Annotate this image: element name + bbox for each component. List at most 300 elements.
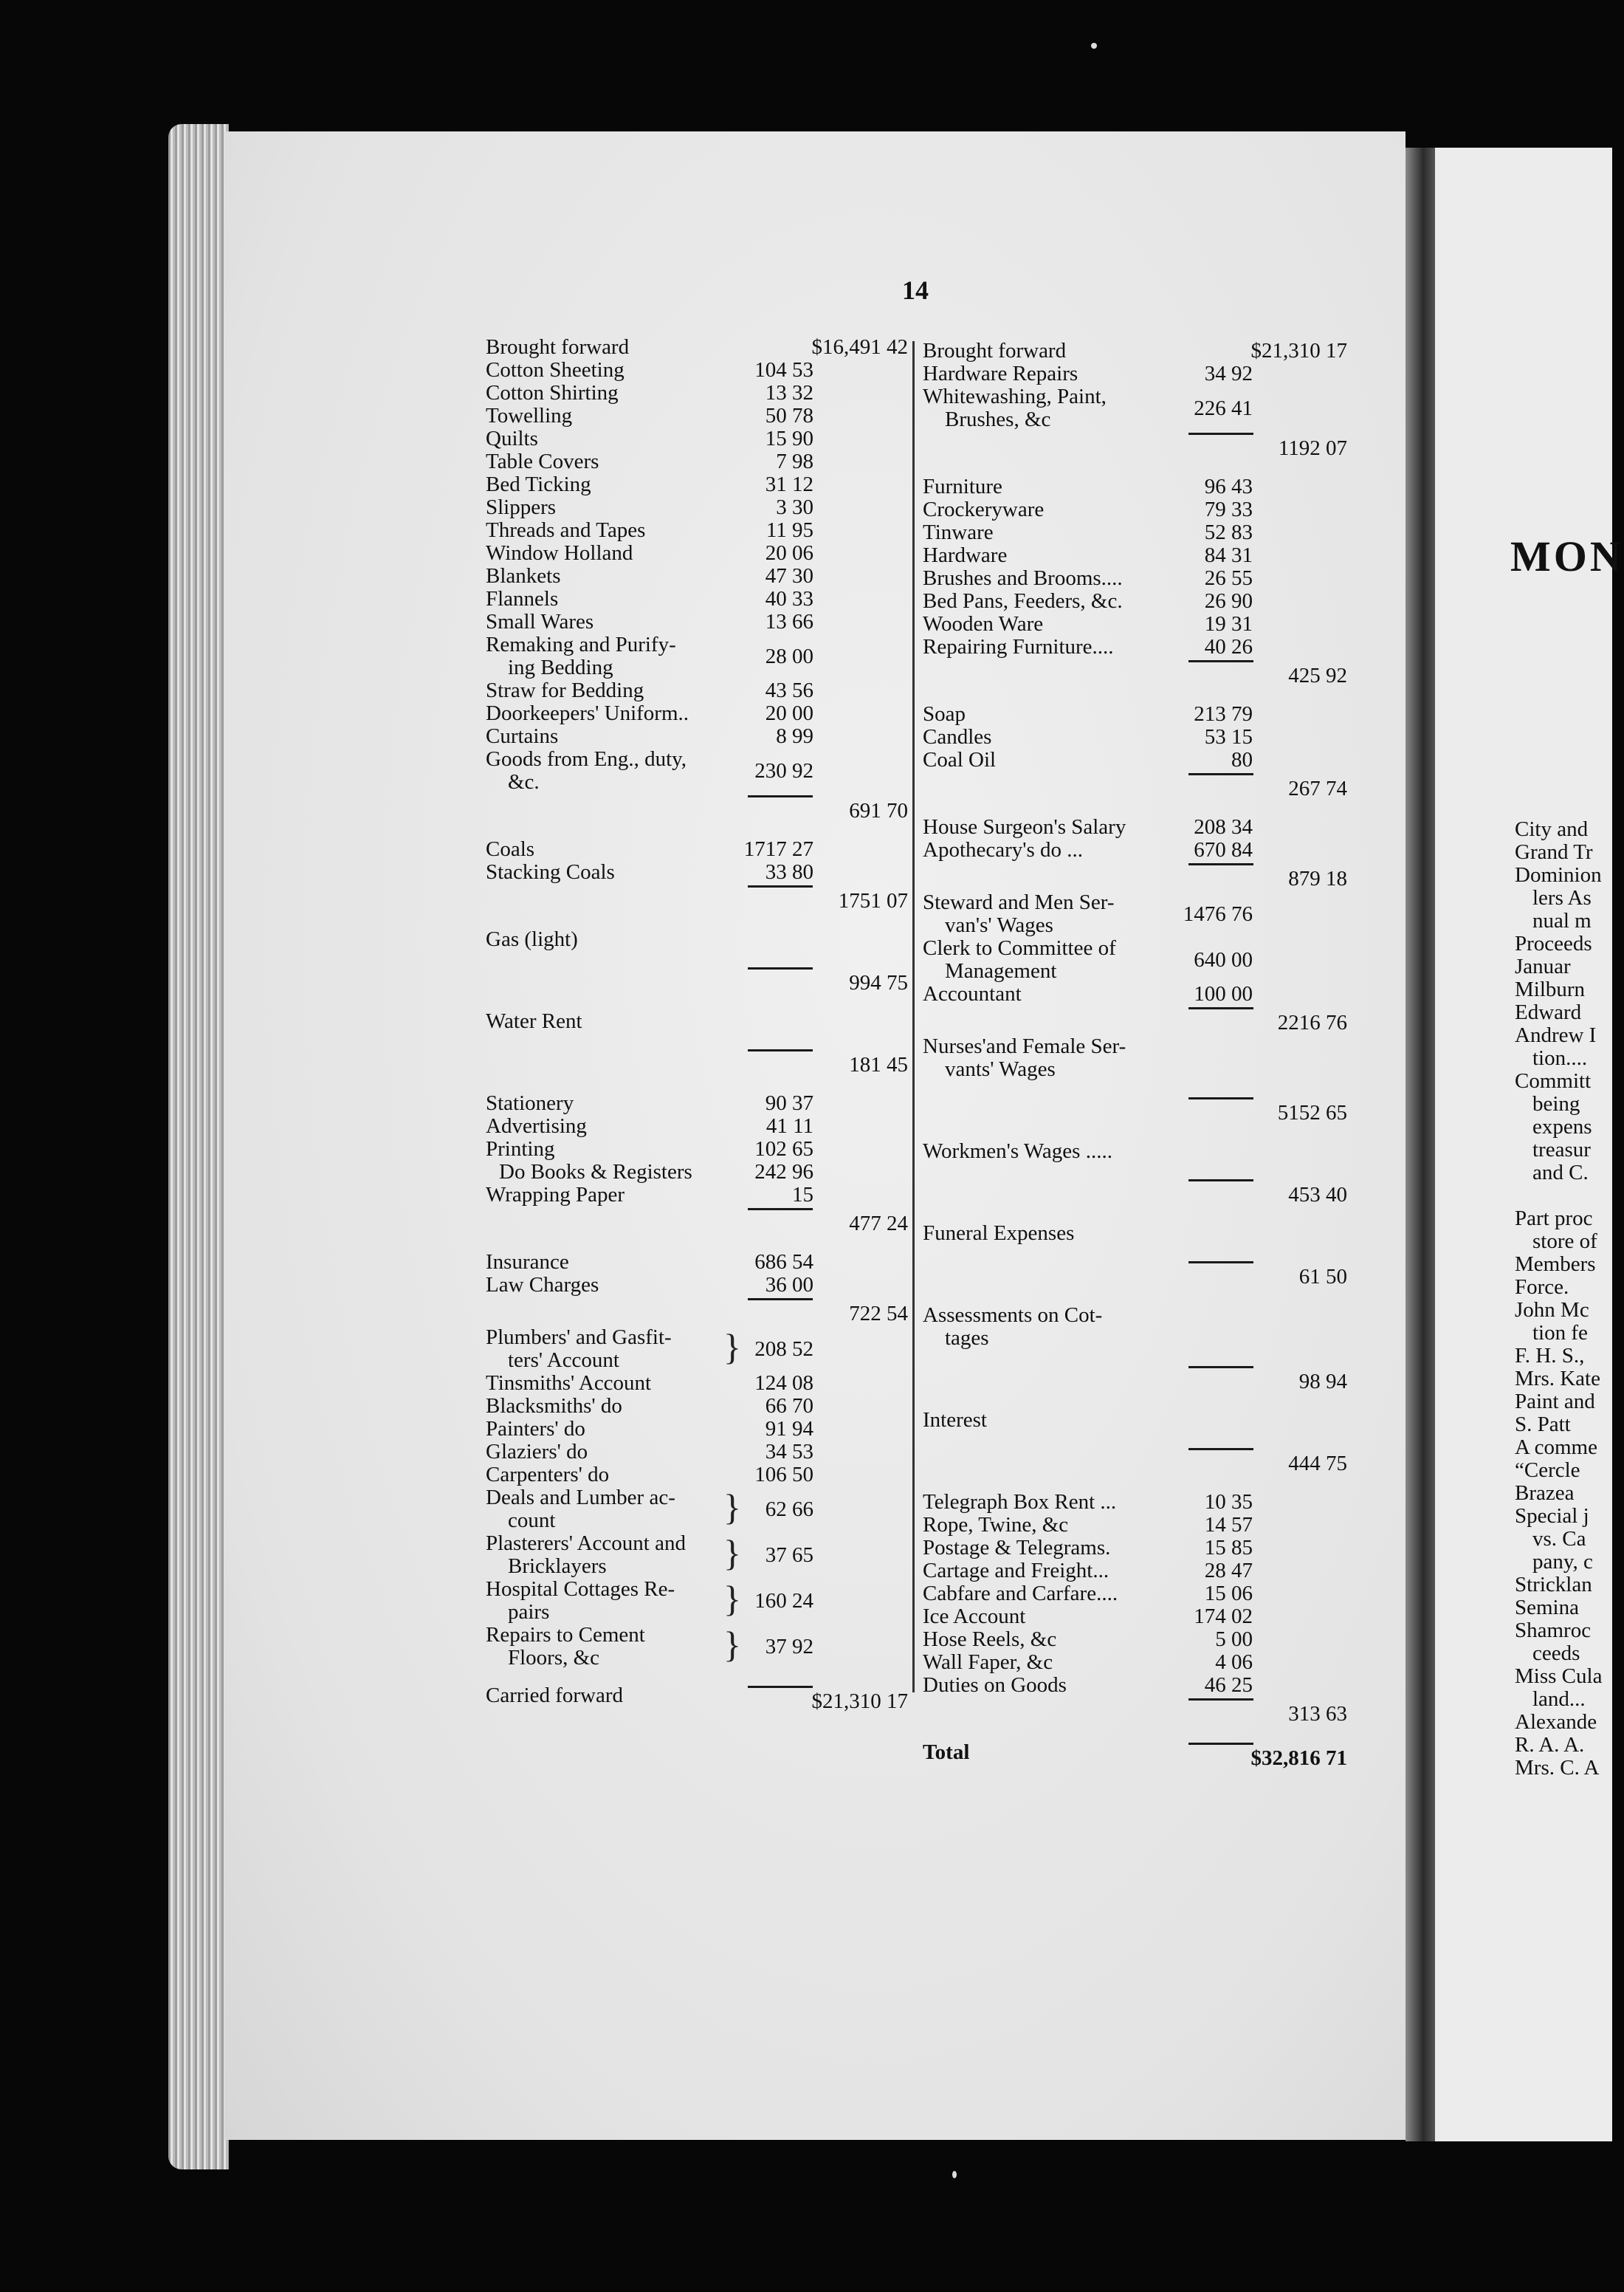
ledger-row [486,1092,908,1115]
facing-page-line: Miss Cula [1515,1664,1603,1688]
spacer [923,1350,1347,1365]
row-label [486,748,687,794]
ledger-row [923,772,1347,801]
subtotal-amount: $16,491 42 [811,335,908,359]
ledger-row [486,359,908,382]
item-amount: 15 [792,1183,813,1207]
ledger-row [486,336,908,359]
subtotal-rule [1188,1007,1253,1009]
spacer [923,1081,1347,1096]
ledger-row [486,1486,908,1532]
item-amount: 33 80 [765,860,813,884]
row-label [923,891,1115,937]
row-label [486,1274,599,1297]
ledger-row [923,659,1347,688]
item-amount: 84 31 [1204,543,1253,567]
facing-page-line: being [1532,1092,1580,1116]
row-label-line: Clerk to Committee of [923,936,1116,960]
ledger-row [923,1560,1347,1582]
facing-page-line [1515,1184,1602,1207]
row-label-line: Duties on Goods [923,1673,1067,1697]
ledger-row [486,428,908,450]
row-label-line: Apothecary's do ... [923,838,1084,862]
ledger-row [923,1651,1347,1674]
subtotal-rule [1188,1097,1253,1099]
subtotal-amount: 994 75 [849,971,908,995]
row-label [486,1624,645,1670]
item-amount: 19 31 [1204,612,1253,636]
row-label-line: Soap [923,702,966,726]
row-label [923,983,1022,1006]
item-amount: 15 85 [1204,1536,1253,1560]
row-label-line: Hardware Repairs [923,362,1078,385]
ledger-row [923,749,1347,772]
facing-page-line: Paint and [1515,1390,1595,1413]
dust-speck [1091,43,1097,49]
item-amount: 102 65 [754,1137,813,1161]
row-label-line: Painters' do [486,1417,585,1441]
facing-page-heading: MON [1510,532,1624,580]
row-label-line: Flannels [486,587,559,611]
row-label-line: Furniture [923,475,1002,498]
row-label-line: Coal Oil [923,748,997,772]
facing-page-line: John Mc [1515,1298,1589,1322]
item-amount: 174 02 [1194,1605,1253,1628]
row-label [923,1651,1053,1674]
row-label-line: Nurses'and Female Ser- [923,1035,1126,1058]
subtotal-amount: 1751 07 [838,889,908,913]
ledger-row [923,1628,1347,1651]
row-label-line: Curtains [486,724,559,748]
row-label [923,498,1044,521]
row-label-line: Blankets [486,564,561,588]
facing-page-line: Mrs. C. A [1515,1756,1600,1780]
row-label [486,725,558,748]
facing-page-line: S. Patt [1515,1413,1571,1436]
row-label [486,1161,692,1184]
row-label-continuation: tages [945,1326,989,1350]
item-amount: 1717 27 [743,837,813,861]
facing-page-line: vs. Ca [1532,1527,1586,1551]
row-label-line: Carpenters' do [486,1463,610,1486]
facing-page-line: tion.... [1532,1046,1588,1070]
row-label [923,1035,1126,1081]
row-label-line: Workmen's Wages ..... [923,1139,1112,1163]
item-amount: 226 41 [1194,397,1253,420]
row-label [486,1578,675,1624]
spacer [923,1207,1347,1222]
item-amount: 13 66 [765,610,813,634]
facing-page-line: Force. [1515,1275,1569,1299]
ledger-row [486,1464,908,1486]
ledger-row [486,634,908,679]
spacer [486,1077,908,1092]
row-label-line: Deals and Lumber ac- [486,1486,675,1509]
facing-page-line: R. A. A. [1515,1733,1585,1757]
row-label-line: Tinsmiths' Account [486,1371,652,1395]
ledger-row [486,519,908,542]
ledger-row [923,385,1347,431]
row-label-line: Doorkeepers' Uniform.. [486,701,689,725]
item-amount: 91 94 [765,1417,813,1441]
item-amount: 52 83 [1204,521,1253,544]
item-amount: 20 06 [765,541,813,565]
facing-page-line: Dominion [1515,863,1602,887]
row-label [923,1674,1067,1697]
ledger-row [486,679,908,702]
row-label-line: Crockeryware [923,498,1045,521]
ledger-row [486,1138,908,1161]
facing-page-line: Grand Tr [1515,840,1593,864]
row-label [923,590,1123,613]
ledger-row [486,1274,908,1297]
row-label-continuation: van's' Wages [945,913,1053,937]
item-amount: 34 53 [765,1440,813,1464]
item-amount: 46 25 [1204,1673,1253,1697]
item-amount: 20 00 [765,701,813,725]
item-amount: 160 24 [754,1589,813,1613]
ledger-row [486,1115,908,1138]
facing-page-line: land... [1532,1687,1586,1711]
row-label [923,839,1083,862]
subtotal-amount: 425 92 [1288,664,1347,687]
row-label [923,703,966,726]
ledger-row [923,1537,1347,1560]
row-label-line: Goods from Eng., duty, [486,747,687,771]
item-amount: 5 00 [1215,1627,1253,1651]
item-amount: 13 32 [765,381,813,405]
book-gutter [1405,148,1435,2141]
row-label [486,1184,625,1207]
row-label-line: Plumbers' and Gasfit- [486,1325,672,1349]
ledger-row [486,542,908,565]
ledger-row [486,1161,908,1184]
row-label-line: Window Holland [486,541,633,565]
row-label [486,928,578,951]
row-label-line: Threads and Tapes [486,518,646,542]
ledger-row [923,703,1347,726]
facing-page-line: City and [1515,817,1589,841]
item-amount: 26 55 [1204,566,1253,590]
row-label [923,476,1002,498]
item-amount: 31 12 [765,473,813,496]
facing-page-line: Edward [1515,1001,1582,1024]
item-amount: 37 65 [765,1543,813,1567]
subtotal-amount: 879 18 [1288,867,1347,891]
row-label [486,702,689,725]
row-label-line: Brushes and Brooms.... [923,566,1123,590]
item-amount: 50 78 [765,404,813,428]
ledger-row [486,611,908,634]
ledger-row [486,565,908,588]
subtotal-rule [748,1049,813,1051]
row-label-line: Stationery [486,1091,574,1115]
item-amount: 28 47 [1204,1559,1253,1582]
ledger-row [486,1297,908,1326]
row-label-line: Ice Account [923,1605,1026,1628]
item-amount: 4 06 [1215,1650,1253,1674]
subtotal-rule [1188,773,1253,775]
row-label-line: Insurance [486,1250,569,1274]
item-amount: 3 30 [776,495,813,519]
ledger-row [923,1304,1347,1350]
ledger-row [923,544,1347,567]
ledger-row [923,590,1347,613]
row-label-line: Printing [486,1137,555,1161]
item-amount: 230 92 [754,759,813,783]
ledger-row [923,636,1347,659]
item-amount: 62 66 [765,1497,813,1521]
row-label [486,838,534,861]
ledger-row [486,861,908,884]
row-label [486,588,558,611]
subtotal-rule [1188,433,1253,435]
spacer [923,1245,1347,1260]
row-label [486,611,593,634]
spacer [923,1125,1347,1140]
row-label [923,636,1114,659]
brace-glyph: } [723,1486,741,1528]
ledger-row [486,1578,908,1624]
ledger-row [486,748,908,794]
row-label [923,937,1116,983]
row-label [486,861,615,884]
facing-page-line: treasur [1532,1138,1591,1162]
facing-page-line: Alexande [1515,1710,1597,1734]
row-label-line: Whitewashing, Paint, [923,385,1107,408]
row-label [923,1491,1116,1514]
item-amount: 670 84 [1194,838,1253,862]
facing-page-line: Semina [1515,1596,1579,1619]
ledger-row [486,1395,908,1418]
facing-page-line: “Cercle [1515,1458,1580,1482]
ledger-row [486,702,908,725]
facing-page-line: nual m [1532,909,1592,933]
subtotal-amount: 5152 65 [1277,1101,1347,1125]
item-amount: 15 06 [1204,1582,1253,1605]
ledger-row [486,405,908,428]
row-label-line: Cotton Shirting [486,381,619,405]
row-label [486,565,561,588]
ledger-row [486,473,908,496]
spacer [923,1289,1347,1304]
item-amount: 10 35 [1204,1490,1253,1514]
spacer [486,1236,908,1251]
subtotal-rule [748,795,813,797]
row-label [486,1372,651,1395]
facing-page-line: Special j [1515,1504,1589,1528]
row-label-line: Quilts [486,427,538,450]
subtotal-amount: 61 50 [1298,1265,1347,1289]
row-label-line: Repairing Furniture.... [923,635,1114,659]
ledger-row [923,431,1347,461]
book-page-edges [168,124,229,2169]
spacer [923,1726,1347,1741]
item-amount: 1476 76 [1183,902,1253,926]
ledger-row [923,521,1347,544]
item-amount: 104 53 [754,358,813,382]
ledger-row [486,450,908,473]
ledger-row [923,1365,1347,1394]
subtotal-rule [1188,863,1253,865]
ledger-row [486,1010,908,1033]
ledger-row [486,588,908,611]
ledger-row [923,983,1347,1006]
subtotal-amount: 453 40 [1288,1183,1347,1207]
subtotal-amount: 444 75 [1288,1452,1347,1475]
subtotal-amount: $32,816 71 [1250,1746,1347,1770]
item-amount: 37 92 [765,1635,813,1658]
item-amount: 80 [1231,748,1253,772]
ledger-row [486,1251,908,1274]
row-label-line: Plasterers' Account and [486,1531,686,1555]
facing-page-line: Members [1515,1252,1596,1276]
row-label [923,1140,1112,1163]
row-label-line: Blacksmiths' do [486,1394,622,1418]
row-label-continuation: ters' Account [508,1348,619,1372]
row-label [486,359,625,382]
subtotal-rule [1188,1366,1253,1368]
row-label [923,1537,1110,1560]
row-label [486,450,599,473]
ledger-row [486,1048,908,1077]
subtotal-amount: 2216 76 [1277,1011,1347,1035]
facing-page-line: A comme [1515,1435,1597,1459]
item-amount: 208 34 [1194,815,1253,839]
ledger-row [486,966,908,995]
item-amount: 15 90 [765,427,813,450]
spacer [923,461,1347,476]
row-label-line: Slippers [486,495,557,519]
item-amount: 53 15 [1204,725,1253,749]
ledger-row [923,1605,1347,1628]
ledger-row [486,1184,908,1207]
ledger-row [923,340,1347,363]
facing-page-line: Committ [1515,1069,1592,1093]
row-label-line: Repairs to Cement [486,1623,645,1647]
row-label-continuation: ing Bedding [508,656,613,679]
row-label-line: Table Covers [486,450,599,473]
row-label-line: Straw for Bedding [486,679,644,702]
row-label [486,1092,574,1115]
item-amount: 28 00 [765,645,813,668]
spacer [923,1476,1347,1491]
row-label-line: Tinware [923,521,994,544]
ledger-row [923,937,1347,983]
brace-glyph: } [723,1532,741,1574]
item-amount: 34 92 [1204,362,1253,385]
ledger-row [486,838,908,861]
facing-page-line: tion fe [1532,1321,1588,1345]
row-label-line: Postage & Telegrams. [923,1536,1111,1560]
row-label-line: Interest [923,1408,987,1432]
subtotal-amount: 267 74 [1288,777,1347,800]
row-label-line: Bed Ticking [486,473,591,496]
subtotal-rule [1188,1448,1253,1450]
item-amount: 96 43 [1204,475,1253,498]
row-label [486,1138,554,1161]
ledger-row [923,891,1347,937]
ledger-row [923,1222,1347,1245]
ledger-row [486,884,908,913]
subtotal-rule [1188,1698,1253,1701]
row-label [486,1115,587,1138]
dust-speck [952,2171,957,2178]
row-label [486,679,644,702]
row-label [486,1464,609,1486]
item-amount: 79 33 [1204,498,1253,521]
ledger-row [923,1035,1347,1081]
ledger-row [923,1582,1347,1605]
facing-page-line: pany, c [1532,1550,1593,1574]
ledger-row [923,1260,1347,1289]
item-amount: 66 70 [765,1394,813,1418]
row-label [486,428,538,450]
ledger-row [486,1418,908,1441]
spacer [486,951,908,966]
item-amount: 686 54 [754,1250,813,1274]
facing-page-line: Stricklan [1515,1573,1592,1596]
item-amount: 124 08 [754,1371,813,1395]
row-label [923,1304,1102,1350]
spacer [486,1033,908,1048]
row-label [923,749,996,772]
row-label-line: Advertising [486,1114,587,1138]
row-label-continuation: count [508,1509,556,1532]
ledger-row [923,1006,1347,1035]
row-label [486,1684,623,1707]
ledger-row [923,1096,1347,1125]
row-label-line: Assessments on Cot- [923,1303,1103,1327]
item-amount: 47 30 [765,564,813,588]
ledger-row [923,726,1347,749]
row-label [923,544,1007,567]
subtotal-rule [748,1208,813,1210]
row-label [923,1605,1025,1628]
row-label-continuation: Management [945,959,1057,983]
ledger-row [923,1447,1347,1476]
row-label [486,1395,622,1418]
row-label [486,405,572,428]
item-amount: 11 95 [765,518,813,542]
row-label [923,1514,1068,1537]
facing-page-line: lers As [1532,886,1592,910]
spacer [923,1432,1347,1447]
item-amount: 7 98 [776,450,813,473]
ledger-right-column [923,340,1347,1771]
brace-glyph: } [723,1624,741,1665]
brace-glyph: } [723,1326,741,1368]
row-label [486,473,591,496]
subtotal-amount: 691 70 [849,799,908,823]
row-label-line: Law Charges [486,1273,599,1297]
ledger-row [923,613,1347,636]
item-amount: 43 56 [765,679,813,702]
ledger-row [486,794,908,823]
page-number: 14 [902,275,929,305]
row-label [923,1560,1109,1582]
facing-page-line: Mrs. Kate [1515,1367,1600,1390]
subtotal-rule [748,1686,813,1688]
facing-page-line: F. H. S., [1515,1344,1585,1368]
item-amount: 41 11 [765,1114,813,1138]
subtotal-rule [748,885,813,888]
row-label [486,1486,675,1532]
row-label-line: Bed Pans, Feeders, &c. [923,589,1123,613]
subtotal-rule [1188,1179,1253,1181]
row-label-line: Accountant [923,982,1022,1006]
row-label-line: Hose Reels, &c [923,1627,1057,1651]
